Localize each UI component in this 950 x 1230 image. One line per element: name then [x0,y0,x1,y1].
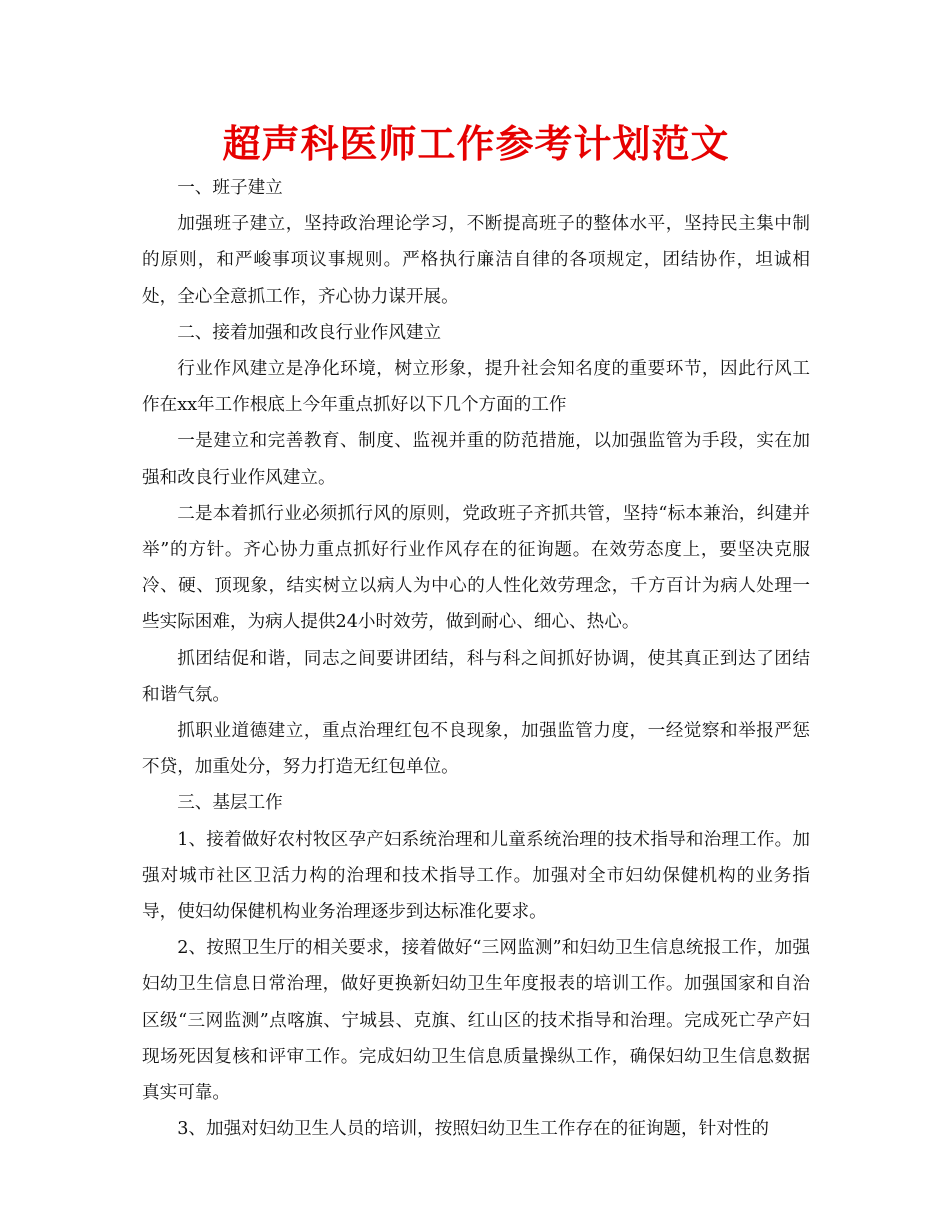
paragraph: 三、基层工作 [177,793,283,814]
paragraph: 3、加强对妇幼卫生人员的培训，按照妇幼卫生工作存在的征询题，针对性的 [177,1119,769,1140]
document-title: 超声科医师工作参考计划范文 [222,122,730,166]
paragraph: 二是本着抓行业必须抓行风的原则，党政班子齐抓共管，坚持“标本兼治，纠建并举”的方针。齐心协力重点抓好行业作风存在的征询题。在效劳态度上，要坚决克服冷、硬、顶现象，结实树立以病人为中心的人性化效劳理念，千方百计为病人处理一些实际困难，为病人提供24小时效劳，做到耐心、细心、热心。 [142,503,810,633]
paragraph: 二、接着加强和改良行业作风建立 [177,322,442,343]
paragraph: 1、接着做好农村牧区孕产妇系统治理和儿童系统治理的技术指导和治理工作。加强对城市社区卫活力构的治理和技术指导工作。加强对全市妇幼保健机构的业务指导，使妇幼保健机构业务治理逐步到达标准化要求。 [142,829,810,923]
document-body [142,170,810,1147]
paragraph: 抓职业道德建立，重点治理红包不良现象，加强监管力度，一经觉察和举报严惩不贷，加重处分，努力打造无红包单位。 [142,721,810,778]
paragraph: 加强班子建立，坚持政治理论学习，不断提高班子的整体水平，坚持民主集中制的原则，和严峻事项议事规则。严格执行廉洁自律的各项规定，团结协作，坦诚相处，全心全意抓工作，齐心协力谋开展。 [142,214,810,307]
paragraph: 2、按照卫生厅的相关要求，接着做好“三网监测”和妇幼卫生信息统报工作，加强妇幼卫生信息日常治理，做好更换新妇幼卫生年度报表的培训工作。加强国家和自治区级“三网监测”点喀旗、宁城县、克旗、红山区的技术指导和治理。完成死亡孕产妇现场死因复核和评审工作。完成妇幼卫生信息质量操纵工作，确保妇幼卫生信息数据真实可靠。 [142,938,810,1104]
paragraph: 一是建立和完善教育、制度、监视并重的防范措施，以加强监管为手段，实在加强和改良行业作风建立。 [142,431,810,488]
paragraph: 行业作风建立是净化环境，树立形象，提升社会知名度的重要环节，因此行风工作在xx年工作根底上今年重点抓好以下几个方面的工作 [142,359,810,416]
paragraph: 抓团结促和谐，同志之间要讲团结，科与科之间抓好协调，使其真正到达了团结和谐气氛。 [142,648,810,705]
paragraph: 一、班子建立 [177,178,283,198]
document-page [142,118,810,1147]
